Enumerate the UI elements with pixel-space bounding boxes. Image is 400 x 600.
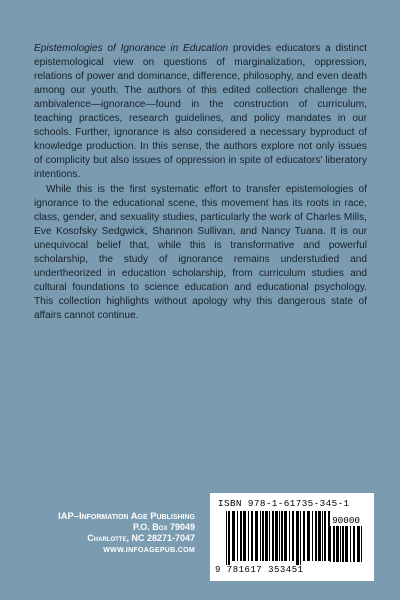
barcode-bar [350,526,351,562]
barcode-bar [265,511,268,561]
price-addon-barcode [330,526,364,565]
ean-barcode [226,511,330,565]
blurb-paragraph-2: While this is the first systematic effort to transfer epistemologies of ignorance to the educational scene, this movement has its roots in race, class, gender, and sexuality studies, particularly the work of Charles Mills, Eve Kosofsky Sedgwick, Shannon Sullivan, and Nancy Tuana. It is our unequivocal belief that, while this is transformative and powerful scholarship, the study of ignorance remains understudied and undertheorized in education scholarship, from curriculum studies and cultural foundations to science education and educational psychology. This collection highlights without apology why this dangerous state of affairs cannot continue. [34,184,367,321]
publisher-name: IAP–Information Age Publishing [58,510,195,521]
barcode-bar [255,511,258,561]
publisher-website: WWW.INFOAGEPUB.COM [103,546,195,554]
price-code-text: 90000 [332,515,360,526]
barcode-bar [269,511,270,561]
barcode-bar [340,526,341,562]
barcode-bar [260,511,261,561]
barcode-bar [272,511,274,561]
barcode-bar [226,511,227,565]
barcode-bar [330,526,331,562]
book-title-italic: Epistemologies of Ignorance in Education [34,43,229,54]
barcode-bar [289,511,290,561]
blurb-paragraph-1 [34,42,367,182]
barcode-bar [237,511,238,561]
barcode-bar [361,526,362,562]
barcode-bar [353,526,355,562]
barcode-bar [324,511,326,561]
barcode-bar [336,526,339,562]
barcode-bar [240,511,242,561]
publisher-city: Charlotte, NC 28271-7047 [87,533,195,543]
barcode-bar [312,511,313,561]
barcode-bar [243,511,246,561]
barcode-bar [345,526,348,562]
barcode-bar [333,526,335,562]
barcode-bar [281,511,283,561]
barcode-bar [303,511,305,561]
barcode-bar [232,511,235,561]
isbn-text: ISBN 978-1-61735-345-1 [218,498,350,509]
barcode-bar [322,511,323,561]
barcode-bar [228,511,230,565]
blurb-paragraph-1-body: provides educators a distinct epistemological view on questions of marginalization, oppression, relations of power and dominance, difference, philosophy, and even death among our youth. The authors of this edited collection challenge the ambivalence—ignorance—found in the construction of curriculum, teaching practices, research guidelines, and policy mandates in our schools. Further, ignorance is also considered a necessary byproduct of knowledge production. In this sense, the authors explore not only issues of complicity but also issues of oppression in spite of educators’ liberatory intentions. [34,43,367,180]
barcode-bar [357,526,360,562]
barcode-bar [262,511,264,561]
ean-digits-text: 9 781617 353451 [215,565,304,575]
publisher-info [58,510,195,556]
barcode-bar [307,511,310,561]
barcode-bar [315,511,317,561]
isbn-barcode-panel [210,493,374,581]
barcode-bar [300,511,301,565]
barcode-bar [292,511,294,561]
publisher-address: P.O. Box 79049 [132,521,195,532]
barcode-bar [318,511,321,561]
barcode-bar [342,526,344,562]
barcode-bar [296,511,299,565]
back-cover-blurb [34,42,367,323]
barcode-bar [248,511,249,561]
barcode-bar [275,511,278,561]
barcode-bar [279,511,280,561]
barcode-bar [284,511,287,561]
barcode-bar [251,511,253,561]
